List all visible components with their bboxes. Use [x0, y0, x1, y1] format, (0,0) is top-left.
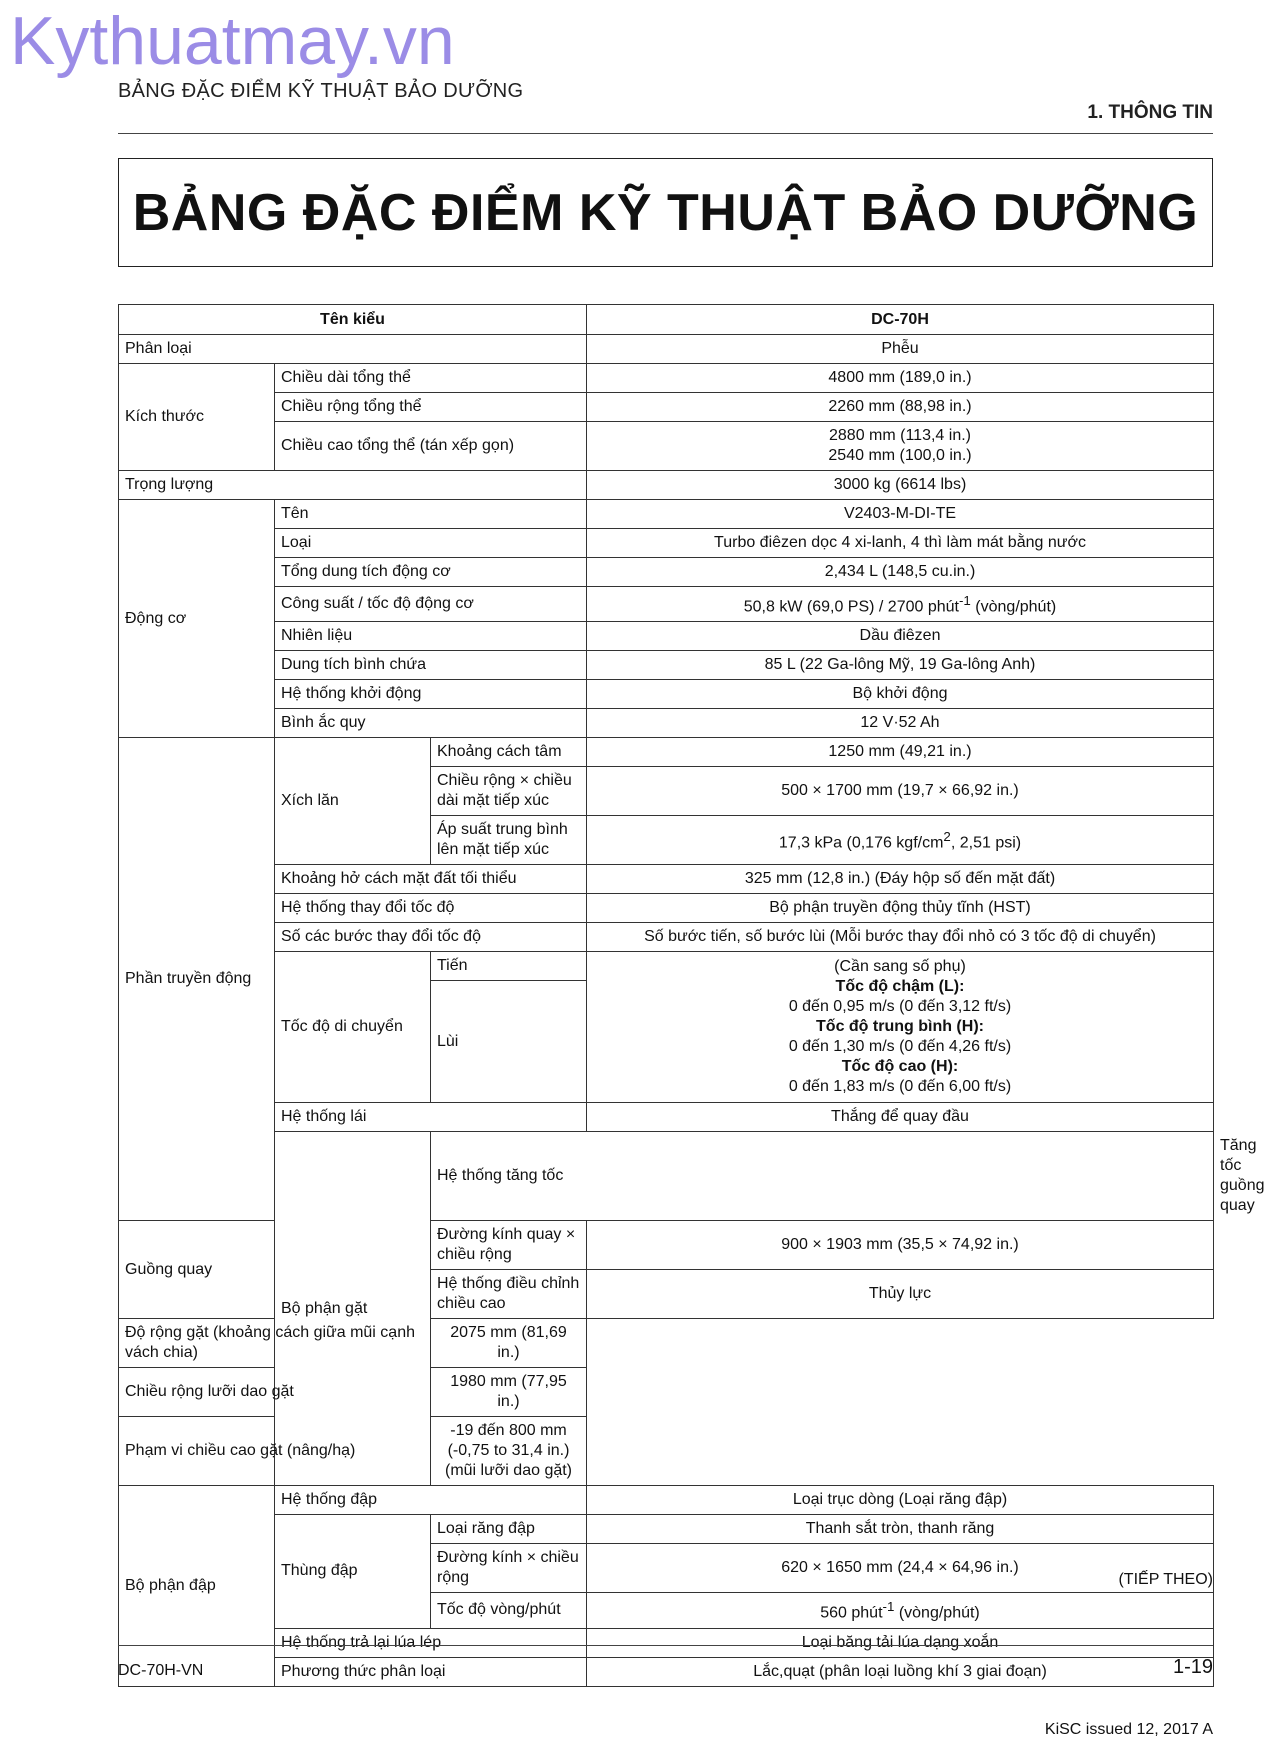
page-number: 1-19 [1172, 1656, 1213, 1678]
height-value-2: 2540 mm (100,0 in.) [828, 447, 972, 464]
speed-high-label: Tốc độ cao (H): [841, 1058, 959, 1076]
table-row [119, 680, 1214, 709]
row-label: Chiều rộng lưỡi dao gặt [119, 1368, 431, 1417]
row-label: Khoảng hở cách mặt đất tối thiểu [275, 865, 587, 894]
superscript: -1 [882, 1599, 895, 1615]
row-value: 900 × 1903 mm (35,5 × 74,92 in.) [587, 1221, 1214, 1270]
table-row [119, 471, 1214, 500]
table-row [119, 952, 1214, 981]
subgroup-label: Guồng quay [119, 1221, 275, 1319]
table-row [119, 1486, 1214, 1515]
row-label: Đường kính quay × chiều rộng [431, 1221, 587, 1270]
subgroup-label: Xích lăn [275, 738, 431, 865]
row-value: 1980 mm (77,95 in.) [431, 1368, 587, 1417]
value-text: 50,8 kW (69,0 PS) / 2700 phút [743, 598, 959, 616]
table-row [119, 1368, 1214, 1417]
row-label: Loại răng đập [431, 1515, 587, 1544]
table-row [119, 923, 1214, 952]
table-row: Bộ phận gặt Hệ thống tăng tốc Tăng tốc guồng quay [119, 1132, 1214, 1221]
row-label: Công suất / tốc độ động cơ [275, 587, 587, 622]
table-row [119, 1417, 1214, 1486]
table-row [119, 865, 1214, 894]
header-divider [118, 133, 1213, 134]
row-value: 2260 mm (88,98 in.) [587, 393, 1214, 422]
row-label: Đường kính × chiều rộng [431, 1544, 587, 1593]
row-label: Số các bước thay đổi tốc độ [275, 923, 587, 952]
group-label: Động cơ [119, 500, 275, 738]
speed-mid-label: Tốc độ trung bình (H): [816, 1018, 984, 1036]
row-label: Hệ thống tăng tốc [431, 1132, 1214, 1221]
spec-table [118, 304, 1265, 1687]
row-label: Tiến [431, 952, 587, 981]
table-row [119, 709, 1214, 738]
subgroup-label: Thùng đập [275, 1515, 431, 1628]
row-label: Hệ thống khởi động [275, 680, 587, 709]
row-value: Bộ khởi động [587, 680, 1214, 709]
row-label: Độ rộng gặt (khoảng cách giữa mũi cạnh vách chia) [119, 1319, 431, 1368]
table-row [119, 738, 1214, 767]
speed-mid-value: 0 đến 1,30 m/s (0 đến 4,26 ft/s) [788, 1038, 1012, 1056]
row-value: Bộ phận truyền động thủy tĩnh (HST) [587, 894, 1214, 923]
group-label: Bộ phận gặt [275, 1132, 431, 1486]
speed-slow-label: Tốc độ chậm (L): [835, 978, 965, 996]
header-model-cell: DC-70H [587, 305, 1214, 335]
table-row [119, 500, 1214, 529]
header-label-cell: Tên kiểu [119, 305, 587, 335]
row-value: Lắc,quạt (phân loại luồng khí 3 giai đoạn) [587, 1657, 1214, 1686]
table-row [119, 1657, 1214, 1686]
group-label: Kích thước [119, 364, 275, 471]
speed-slow-value: 0 đến 0,95 m/s (0 đến 3,12 ft/s) [788, 998, 1012, 1016]
table-row [119, 529, 1214, 558]
value-text: 17,3 kPa (0,176 kgf/cm [778, 834, 944, 852]
row-label: Loại [275, 529, 587, 558]
row-label: Phương thức phân loại [275, 1657, 587, 1686]
row-label: Trọng lượng [119, 471, 587, 500]
row-value: 2,434 L (148,5 cu.in.) [587, 558, 1214, 587]
table-row [119, 894, 1214, 923]
row-label: Khoảng cách tâm [431, 738, 587, 767]
row-value: 500 × 1700 mm (19,7 × 66,92 in.) [587, 767, 1214, 816]
value-text: (vòng/phút) [894, 1604, 980, 1622]
row-label: Chiều dài tổng thể [275, 364, 587, 393]
row-value: Số bước tiến, số bước lùi (Mỗi bước thay đổi nhỏ có 3 tốc độ di chuyển) [587, 923, 1214, 952]
footer-doc-code: DC-70H-VN [118, 1662, 204, 1679]
superscript: -1 [958, 593, 971, 608]
row-label: Lùi [431, 981, 587, 1103]
row-label: Dung tích bình chứa [275, 651, 587, 680]
row-label: Phân loại [119, 335, 587, 364]
row-value: Turbo điêzen dọc 4 xi-lanh, 4 thì làm mát bằng nước [587, 529, 1214, 558]
table-row [119, 305, 1214, 335]
row-value: Loại trục dòng (Loại răng đập) [587, 1486, 1214, 1515]
title-box [118, 158, 1213, 267]
speed-value [587, 952, 1214, 1103]
table-row [119, 335, 1214, 364]
row-label: Áp suất trung bình lên mặt tiếp xúc [431, 816, 587, 865]
speed-line: (Cần sang số phụ) [834, 958, 966, 976]
table-row [119, 1103, 1214, 1132]
page-title: BẢNG ĐẶC ĐIỂM KỸ THUẬT BẢO DƯỠNG [132, 183, 1199, 242]
table-row [119, 622, 1214, 651]
row-value: 4800 mm (189,0 in.) [587, 364, 1214, 393]
header-chapter: 1. THÔNG TIN [1087, 102, 1213, 123]
table-row [119, 1319, 1214, 1368]
row-label: Chiều rộng × chiều dài mặt tiếp xúc [431, 767, 587, 816]
row-label: Chiều rộng tổng thể [275, 393, 587, 422]
value-text: 560 phút [820, 1604, 883, 1622]
height-value-1: 2880 mm (113,4 in.) [829, 427, 971, 444]
row-value: 620 × 1650 mm (24,4 × 64,96 in.) [587, 1544, 1214, 1593]
row-label: Phạm vi chiều cao gặt (nâng/hạ) [119, 1417, 431, 1486]
row-value: Dầu điêzen [587, 622, 1214, 651]
speed-high-value: 0 đến 1,83 m/s (0 đến 6,00 ft/s) [788, 1078, 1012, 1096]
row-value: 2075 mm (81,69 in.) [431, 1319, 587, 1368]
row-value [587, 587, 1214, 622]
row-value: Loại băng tải lúa dạng xoắn [587, 1628, 1214, 1657]
row-value [587, 1593, 1214, 1628]
row-label: Tổng dung tích động cơ [275, 558, 587, 587]
table-row [119, 651, 1214, 680]
row-value [587, 422, 1214, 471]
row-label: Nhiên liệu [275, 622, 587, 651]
row-value: 1250 mm (49,21 in.) [587, 738, 1214, 767]
table-row [119, 422, 1214, 471]
row-label: Hệ thống điều chỉnh chiều cao [431, 1270, 587, 1319]
row-label: Hệ thống đập [275, 1486, 587, 1515]
row-value: Thủy lực [587, 1270, 1214, 1319]
footer-divider [118, 1645, 1213, 1646]
value-text: (vòng/phút) [970, 598, 1057, 616]
table-row [119, 587, 1214, 622]
subgroup-label: Tốc độ di chuyển [275, 952, 431, 1103]
superscript: 2 [943, 829, 951, 845]
row-label: Tên [275, 500, 587, 529]
table-row [119, 1515, 1214, 1544]
row-label: Hệ thống thay đổi tốc độ [275, 894, 587, 923]
row-value: 12 V·52 Ah [587, 709, 1214, 738]
row-value: 3000 kg (6614 lbs) [587, 471, 1214, 500]
table-row [119, 1628, 1214, 1657]
row-value: Thanh sắt tròn, thanh răng [587, 1515, 1214, 1544]
row-value: Phễu [587, 335, 1214, 364]
row-value: -19 đến 800 mm (-0,75 to 31,4 in.) (mũi lưỡi dao gặt) [431, 1417, 587, 1486]
row-value: 325 mm (12,8 in.) (Đáy hộp số đến mặt đất) [587, 865, 1214, 894]
row-label: Bình ắc quy [275, 709, 587, 738]
watermark-logo: Kythuatmay.vn [10, 3, 455, 79]
header-section-title: BẢNG ĐẶC ĐIỂM KỸ THUẬT BẢO DƯỠNG [118, 80, 524, 102]
table-row [119, 364, 1214, 393]
row-label: Hệ thống lái [275, 1103, 587, 1132]
table-row [119, 558, 1214, 587]
table-row [119, 393, 1214, 422]
row-value [587, 816, 1214, 865]
value-text: , 2,51 psi) [950, 834, 1022, 852]
row-value: Thắng để quay đầu [587, 1103, 1214, 1132]
issued-note: KiSC issued 12, 2017 A [1044, 1721, 1213, 1738]
continued-note: (TIẾP THEO) [1118, 1571, 1213, 1588]
row-value: 85 L (22 Ga-lông Mỹ, 19 Ga-lông Anh) [587, 651, 1214, 680]
row-value: V2403-M-DI-TE [587, 500, 1214, 529]
group-label: Bộ phận đập [119, 1486, 275, 1686]
group-label: Phần truyền động [119, 738, 275, 1221]
row-label: Tốc độ vòng/phút [431, 1593, 587, 1628]
row-label: Chiều cao tổng thể (tán xếp gọn) [275, 422, 587, 471]
row-label: Hệ thống trả lại lúa lép [275, 1628, 587, 1657]
